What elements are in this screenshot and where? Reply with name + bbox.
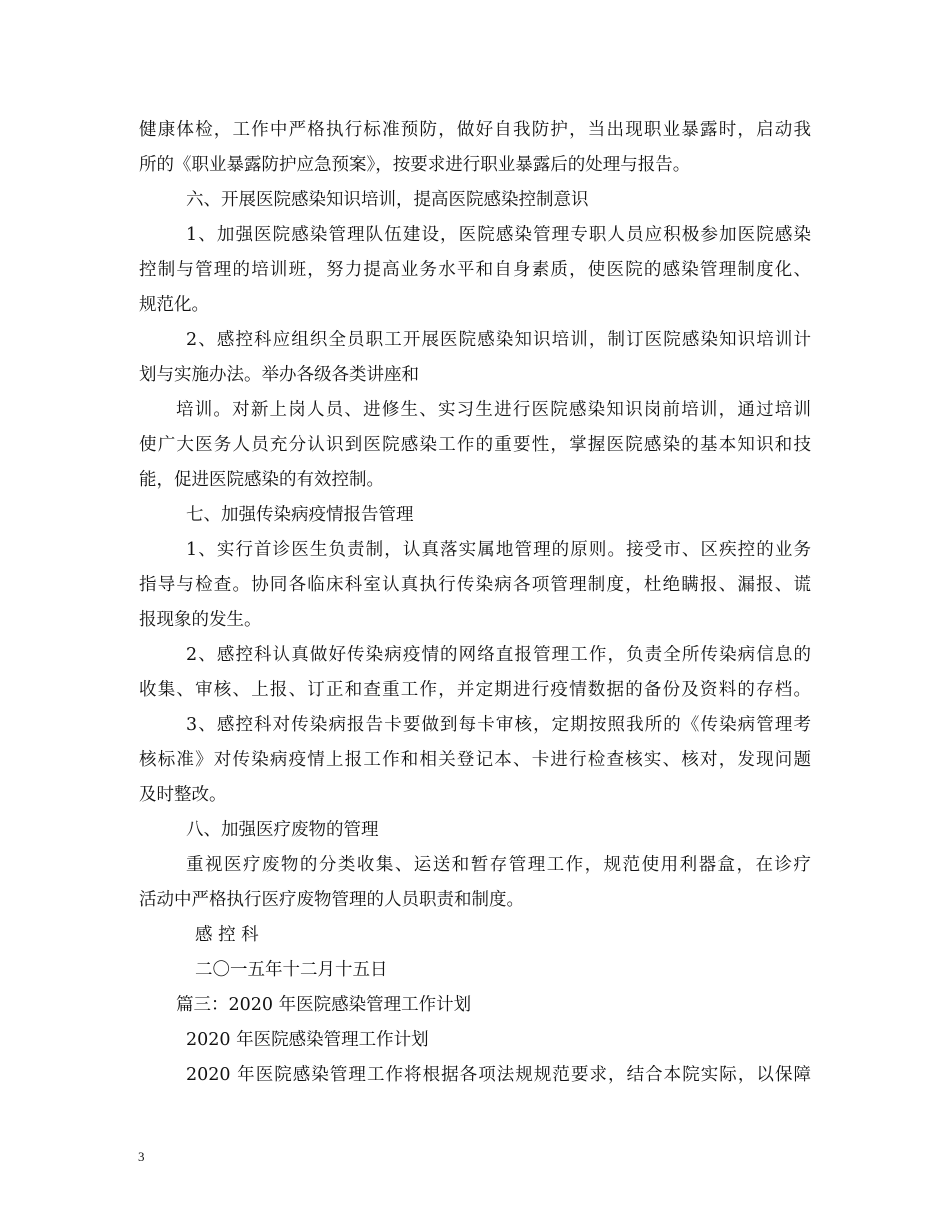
body-text-line: 指导与检查。协同各临床科室认真执行传染病各项管理制度，杜绝瞒报、漏报、谎: [139, 575, 811, 595]
signature-date: 二〇一五年十二月十五日: [195, 960, 388, 980]
article-title: 2020 年医院感染管理工作计划: [186, 1030, 429, 1050]
body-text-line: 培训。对新上岗人员、进修生、实习生进行医院感染知识岗前培训，通过培训: [176, 400, 811, 420]
signature-department: 感 控 科: [195, 925, 259, 945]
page-number: 3: [138, 1149, 145, 1164]
article-heading: 篇三：2020 年医院感染管理工作计划: [176, 995, 472, 1015]
body-text-line: 健康体检，工作中严格执行标准预防，做好自我防护，当出现职业暴露时，启动我: [139, 120, 811, 140]
body-text-line: 2020 年医院感染管理工作将根据各项法规规范要求，结合本院实际，以保障: [186, 1065, 811, 1085]
body-text-line: 报现象的发生。: [139, 610, 262, 630]
body-text-line: 活动中严格执行医疗废物管理的人员职责和制度。: [139, 890, 524, 910]
body-text-line: 2、感控科应组织全员职工开展医院感染知识培训，制订医院感染知识培训计: [186, 330, 811, 350]
body-text-line: 2、感控科认真做好传染病疫情的网络直报管理工作，负责全所传染病信息的: [186, 645, 811, 665]
body-text-line: 划与实施办法。举办各级各类讲座和: [139, 365, 419, 385]
body-text-line: 3、感控科对传染病报告卡要做到每卡审核，定期按照我所的《传染病管理考: [186, 715, 811, 735]
body-text-line: 使广大医务人员充分认识到医院感染工作的重要性，掌握医院感染的基本知识和技: [139, 435, 811, 455]
body-text-line: 能，促进医院感染的有效控制。: [139, 470, 384, 490]
body-text-line: 收集、审核、上报、订正和查重工作，并定期进行疫情数据的备份及资料的存档。: [139, 680, 811, 700]
section-heading: 七、加强传染病疫情报告管理: [186, 505, 414, 525]
section-heading: 六、开展医院感染知识培训，提高医院感染控制意识: [186, 190, 589, 210]
body-text-line: 1、加强医院感染管理队伍建设，医院感染管理专职人员应积极参加医院感染: [186, 225, 811, 245]
body-text-line: 控制与管理的培训班，努力提高业务水平和自身素质，使医院的感染管理制度化、: [139, 260, 811, 280]
body-text-line: 及时整改。: [139, 785, 227, 805]
body-text-line: 所的《职业暴露防护应急预案》，按要求进行职业暴露后的处理与报告。: [139, 155, 691, 175]
body-text-line: 重视医疗废物的分类收集、运送和暂存管理工作，规范使用利器盒，在诊疗: [186, 855, 811, 875]
body-text-line: 核标准》对传染病疫情上报工作和相关登记本、卡进行检查核实、核对，发现问题: [139, 750, 811, 770]
section-heading: 八、加强医疗废物的管理: [186, 820, 379, 840]
body-text-line: 规范化。: [139, 295, 209, 315]
body-text-line: 1、实行首诊医生负责制，认真落实属地管理的原则。接受市、区疾控的业务: [186, 540, 811, 560]
